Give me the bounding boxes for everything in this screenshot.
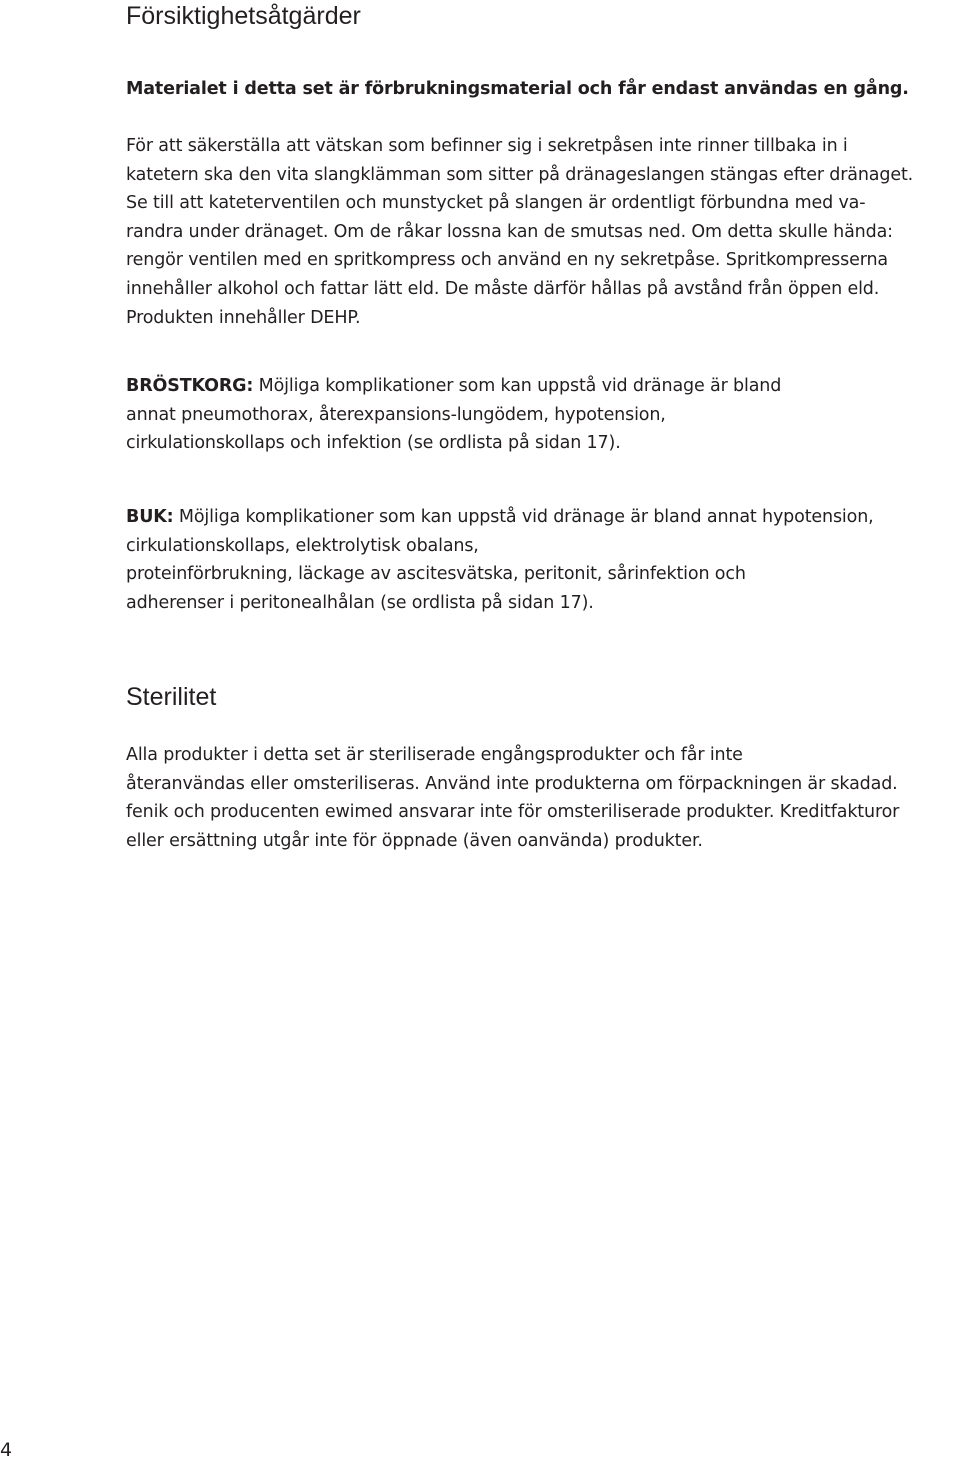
sterility-line: Alla produkter i detta set är steriliserade engångsprodukter och får inte <box>126 745 743 765</box>
precautions-line: randra under dränaget. Om de råkar lossna kan de smutsas ned. Om detta skulle hända: <box>126 221 893 242</box>
chest-complications-paragraph <box>126 372 956 458</box>
abdomen-complications-paragraph <box>126 503 956 617</box>
chest-first-line-text: Möjliga komplikationer som kan uppstå vid dränage är bland <box>253 376 782 396</box>
abdomen-first-line <box>126 503 956 532</box>
single-use-notice: Materialet i detta set är förbrukningsmaterial och får endast användas en gång. <box>126 79 909 99</box>
precautions-line: Se till att kateterventilen och munstycket på slangen är ordentligt förbundna med va- <box>126 193 866 214</box>
chest-label: BRÖSTKORG: <box>126 376 254 396</box>
sterility-line: återanvändas eller omsteriliseras. Använd inte produkterna om förpackningen är skadad. <box>126 773 898 794</box>
sterility-line: eller ersättning utgår inte för öppnade (även oanvända) produkter. <box>126 830 703 851</box>
abdomen-first-line-text: Möjliga komplikationer som kan uppstå vid dränage är bland annat hypotension, <box>173 507 874 527</box>
precautions-line: innehåller alkohol och fattar lätt eld. De måste därför hållas på avstånd från öppen eld. <box>126 278 880 299</box>
precautions-line: För att säkerställa att vätskan som befinner sig i sekretpåsen inte rinner tillbaka in i <box>126 136 848 156</box>
abdomen-line: adherenser i peritonealhålan (se ordlista på sidan 17). <box>126 592 594 613</box>
precautions-line: rengör ventilen med en spritkompress och använd en ny sekretpåse. Spritkompresserna <box>126 250 888 271</box>
precautions-line: katetern ska den vita slangklämman som sitter på dränageslangen stängas efter dränaget. <box>126 164 914 185</box>
chest-first-line <box>126 372 956 401</box>
precautions-paragraph <box>126 132 956 332</box>
sterility-line: fenik och producenten ewimed ansvarar inte för omsteriliserade produkter. Kreditfakturor <box>126 802 900 823</box>
abdomen-line: cirkulationskollaps, elektrolytisk obalans, <box>126 535 479 556</box>
chest-line: annat pneumothorax, återexpansions-lungödem, hypotension, <box>126 404 666 425</box>
page-number: 4 <box>0 1439 13 1461</box>
precautions-line: Produkten innehåller DEHP. <box>126 307 361 328</box>
sterility-heading: Sterilitet <box>126 683 217 711</box>
chest-line: cirkulationskollaps och infektion (se ordlista på sidan 17). <box>126 433 621 454</box>
abdomen-line: proteinförbrukning, läckage av ascitesvätska, peritonit, sårinfektion och <box>126 564 746 585</box>
abdomen-label: BUK: <box>126 507 174 527</box>
precautions-heading: Försiktighetsåtgärder <box>126 2 361 30</box>
sterility-paragraph <box>126 741 956 855</box>
